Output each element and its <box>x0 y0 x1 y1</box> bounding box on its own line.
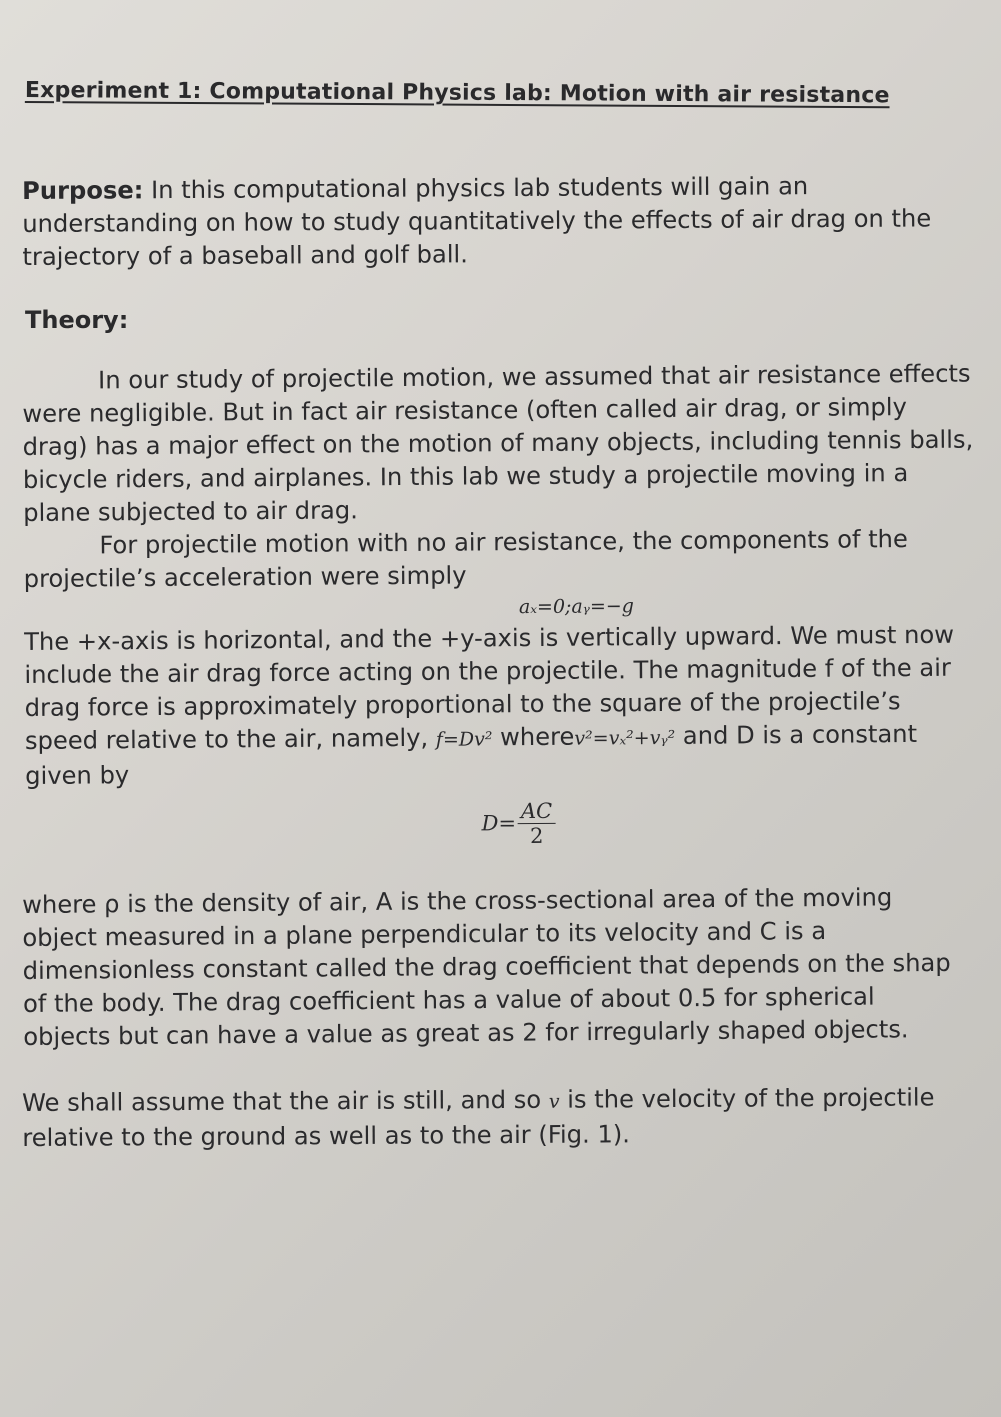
fraction <box>518 799 556 848</box>
purpose-text: In this computational physics lab students will gain an <box>143 172 809 205</box>
paragraph-line: where ρ is the density of air, A is the cross-sectional area of the moving <box>22 883 893 919</box>
theory-paragraph-line: For projectile motion with no air resistance, the components of the <box>99 525 908 560</box>
theory-paragraph-line: given by <box>25 761 130 790</box>
velocity-symbol: v <box>548 1090 560 1113</box>
drag-force-equation: f=Dv² <box>435 728 493 751</box>
theory-paragraph-line: drag) has a major effect on the motion of many objects, including tennis balls, <box>22 425 974 461</box>
inline-text: is the velocity of the projectile <box>559 1083 935 1114</box>
theory-paragraph-line: projectile’s acceleration were simply <box>23 561 467 593</box>
assumption-paragraph <box>22 1081 997 1155</box>
document-page <box>22 78 997 1155</box>
purpose-line: trajectory of a baseball and golf ball. <box>22 240 469 271</box>
theory-paragraph-line: plane subjected to air drag. <box>23 496 358 527</box>
purpose-label: Purpose: <box>22 176 144 205</box>
inline-text: We shall assume that the air is still, and so <box>22 1085 549 1117</box>
paragraph-line: objects but can have a value as great as 2 for irregularly shaped objects. <box>23 1015 909 1051</box>
definitions-paragraph <box>22 880 998 1054</box>
fraction-denominator: 2 <box>529 823 544 849</box>
speed-equation: v²=vₓ²+vᵧ² <box>574 726 676 750</box>
theory-body <box>22 357 1001 871</box>
purpose-line: understanding on how to study quantitatively the effects of air drag on the <box>22 204 932 238</box>
theory-heading: Theory: <box>25 306 129 334</box>
inline-text: and D is a constant <box>675 719 918 750</box>
theory-paragraph-line: bicycle riders, and airplanes. In this lab we study a projectile moving in a <box>22 459 909 494</box>
acceleration-equation: aₓ=0;aᵧ=−g <box>518 595 634 619</box>
drag-constant-equation-block <box>25 785 1001 871</box>
theory-paragraph-line: The +x-axis is horizontal, and the +y-axis is vertically upward. We must now <box>24 620 955 656</box>
theory-paragraph-line: In our study of projectile motion, we assumed that air resistance effects <box>98 359 971 395</box>
equation-lhs: D= <box>481 811 517 836</box>
drag-constant-equation <box>481 799 555 849</box>
paragraph-line <box>22 1081 997 1122</box>
paragraph-line: relative to the ground as well as to the air (Fig. 1). <box>22 1120 631 1152</box>
theory-paragraph-line: were negligible. But in fact air resistance (often called air drag, or simply <box>22 393 907 428</box>
inline-text: where <box>492 722 575 752</box>
document-title: Experiment 1: Computational Physics lab: Motion with air resistance <box>24 78 890 109</box>
paragraph-line: object measured in a plane perpendicular to its velocity and C is a <box>22 916 827 952</box>
theory-paragraph-line: include the air drag force acting on the projectile. The magnitude f of the air <box>24 653 951 689</box>
inline-text: speed relative to the air, namely, <box>24 723 436 755</box>
theory-paragraph-line: drag force is approximately proportional to the square of the projectile’s <box>24 687 901 722</box>
paragraph-line: dimensionless constant called the drag coefficient that depends on the shap <box>22 948 951 985</box>
purpose-section <box>22 169 998 274</box>
paragraph-line: of the body. The drag coefficient has a value of about 0.5 for spherical <box>22 982 875 1018</box>
fraction-numerator: AC <box>518 799 555 824</box>
